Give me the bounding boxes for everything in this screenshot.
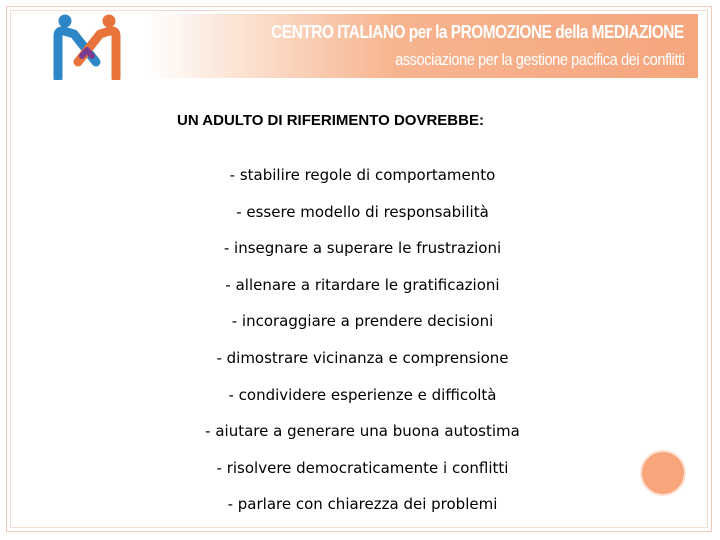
decorative-circle-icon [640,450,686,496]
list-item: - stabilire regole di comportamento [229,166,496,184]
organization-title: CENTRO ITALIANO per la PROMOZIONE della MEDIAZIONE [271,22,684,42]
mediation-logo-icon [52,12,122,80]
list-item: - essere modello di responsabilità [236,202,489,221]
organization-subtitle: associazione per la gestione pacifica dei conflitti [394,50,684,69]
list-item: - allenare a ritardare le gratificazioni [225,275,500,294]
list-item: - incoraggiare a prendere decisioni [231,312,494,331]
responsibility-list [150,160,575,526]
list-item: - risolvere democraticamente i conflitti [216,458,509,477]
page-heading: UN ADULTO DI RIFERIMENTO DOVREBBE: [177,112,484,129]
list-item: - parlare con chiarezza dei problemi [227,495,498,514]
list-item: - insegnare a superare le frustrazioni [223,239,502,258]
header-banner [148,14,698,78]
list-item: - dimostrare vicinanza e comprensione [216,348,509,367]
list-item: - condividere esperienze e difficoltà [228,385,497,404]
list-item: - aiutare a generare una buona autostima [205,422,520,441]
